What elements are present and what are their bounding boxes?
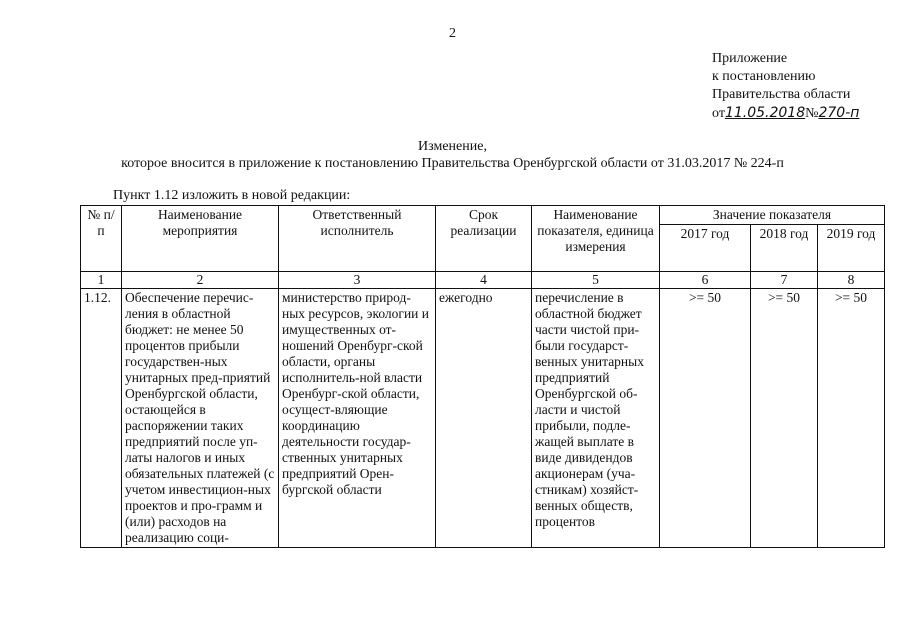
number-sign: № [805,106,819,121]
header-indicator: Наименование показателя, единица измерения [532,206,660,272]
handwritten-date: 11.05.2018 [724,105,806,121]
row-num: 1.12. [81,289,122,548]
row-value-2018: >= 50 [751,289,818,548]
appendix-line-2: к постановлению [712,69,816,84]
handwritten-number: 270-п [818,105,860,121]
header-row-1 [81,206,885,225]
intro-text: Пункт 1.12 изложить в новой редакции: [113,188,351,203]
header-2017: 2017 год [660,225,751,272]
header-value-group: Значение показателя [660,206,885,225]
heading-subtitle: которое вносится в приложение к постановлению Правительства Оренбургской области от 31.03.2017 № 224-п [121,156,784,171]
row-event: Обеспечение перечис-ления в областной бюджет: не менее 50 процентов прибыли государствен-ных унитарных пред-приятий Оренбургской области, остающейся в распоряжении таких предприятий после уп-латы налогов и иных обязательных платежей (с учетом инвестицион-ных проектов и про-грамм и (или) расходов на реализацию соци- [122,289,279,548]
header-event: Наименование мероприятия [122,206,279,272]
page-number: 2 [449,26,456,41]
table-row [81,289,885,548]
col-number: 6 [660,272,751,289]
col-number: 7 [751,272,818,289]
header-num: № п/п [81,206,122,272]
header-2019: 2019 год [818,225,885,272]
column-number-row [81,272,885,289]
row-indicator: перечисление в областной бюджет части чистой при-были государст-венных унитарных предприятий Оренбургской об-ласти и чистой прибыли, подле-жащей выплате в виде дивидендов акционерам (уча-стникам) хозяйст-венных обществ, процентов [532,289,660,548]
col-number: 1 [81,272,122,289]
col-number: 5 [532,272,660,289]
row-value-2019: >= 50 [818,289,885,548]
appendix-line-4 [712,104,859,123]
header-2018: 2018 год [751,225,818,272]
row-term: ежегодно [436,289,532,548]
appendix-line-1: Приложение [712,51,788,66]
document-heading [0,138,905,172]
header-executor: Ответственный исполнитель [279,206,436,272]
row-value-2017: >= 50 [660,289,751,548]
header-term: Срок реализации [436,206,532,272]
col-number: 3 [279,272,436,289]
appendix-block [712,50,859,123]
col-number: 2 [122,272,279,289]
indicators-table [80,205,885,548]
heading-title: Изменение, [418,139,487,154]
appendix-line-3: Правительства области [712,87,851,102]
row-executor: министерство природ-ных ресурсов, экологии и имущественных от-ношений Оренбург-ской области, органы исполнитель-ной власти Оренбург-ской области, осущест-вляющие координацию деятельности государ-ственных унитарных предприятий Орен-бургской области [279,289,436,548]
col-number: 4 [436,272,532,289]
col-number: 8 [818,272,885,289]
date-prefix: от [712,106,725,121]
